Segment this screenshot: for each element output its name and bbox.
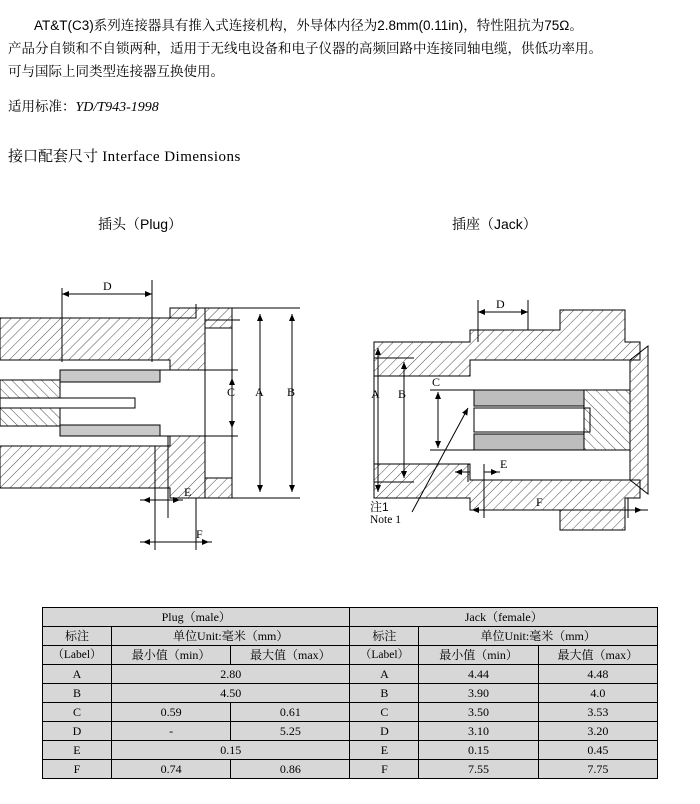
cell-jack-label: A [350, 665, 419, 684]
jack-dim-B: B [398, 387, 407, 401]
cell-jack-label: F [350, 760, 419, 779]
jack-dim-F: F [536, 495, 543, 509]
cell-plug-label: D [43, 722, 112, 741]
caption-jack: 插座（Jack） [452, 216, 537, 232]
cell-plug-label: F [43, 760, 112, 779]
cell-plug-min: 0.59 [111, 703, 230, 722]
table-row [43, 665, 658, 684]
cell-jack-label: C [350, 703, 419, 722]
jack-dim-C: C [432, 375, 441, 389]
group-header-plug: Plug（male） [43, 608, 350, 627]
cell-plug-value: 4.50 [111, 684, 350, 703]
page-title [8, 145, 241, 166]
min-header-jack: 最小值（min） [419, 646, 538, 665]
cell-jack-min: 4.44 [419, 665, 538, 684]
cell-plug-value: 2.80 [111, 665, 350, 684]
cell-plug-max: 5.25 [231, 722, 350, 741]
dimensions-table [42, 607, 658, 779]
section-title-en: Interface Dimensions [102, 149, 241, 165]
cell-plug-label: E [43, 741, 112, 760]
table-row [43, 684, 658, 703]
cell-plug-label: B [43, 684, 112, 703]
jack-dim-A: A [371, 387, 380, 401]
intro-line-1: AT&T(C3)系列连接器具有推入式连接机构，外导体内径为2.8mm(0.11in)，特性阻抗为75Ω。 [34, 18, 583, 33]
plug-dim-C: C [227, 385, 236, 399]
cell-plug-min: 0.74 [111, 760, 230, 779]
section-title-cn: 接口配套尺寸 [8, 148, 99, 165]
plug-dim-F: F [196, 527, 203, 541]
standard-label: 适用标准： [8, 99, 76, 114]
table-row [43, 741, 658, 760]
label-header-plug-cn: 标注 [43, 627, 112, 646]
cell-jack-label: E [350, 741, 419, 760]
cell-plug-max: 0.61 [231, 703, 350, 722]
cell-jack-min: 3.90 [419, 684, 538, 703]
jack-dim-E: E [500, 457, 508, 471]
max-header-jack: 最大值（max） [538, 646, 657, 665]
cell-jack-min: 0.15 [419, 741, 538, 760]
unit-header-plug: 单位Unit:毫米（mm） [111, 627, 350, 646]
cell-jack-label: D [350, 722, 419, 741]
table-row [43, 760, 658, 779]
cell-jack-max: 0.45 [538, 741, 657, 760]
cell-jack-max: 7.75 [538, 760, 657, 779]
connector-drawing [0, 250, 700, 590]
label-header-jack-en: （Label） [350, 646, 419, 665]
cell-jack-min: 3.10 [419, 722, 538, 741]
table-row [43, 703, 658, 722]
table-row-unit-header [43, 627, 658, 646]
intro-line-3: 可与国际上同类型连接器互换使用。 [8, 64, 224, 79]
label-header-plug-en: （Label） [43, 646, 112, 665]
table-row [43, 722, 658, 741]
cell-jack-max: 4.48 [538, 665, 657, 684]
plug-dim-D: D [103, 279, 112, 293]
note-label-en: Note 1 [370, 514, 401, 526]
table-row-subheader [43, 646, 658, 665]
cell-jack-max: 4.0 [538, 684, 657, 703]
cell-plug-min: - [111, 722, 230, 741]
min-header-plug: 最小值（min） [111, 646, 230, 665]
jack-dim-D: D [496, 297, 505, 311]
unit-header-jack: 单位Unit:毫米（mm） [419, 627, 658, 646]
intro-line-2: 产品分自锁和不自锁两种，适用于无线电设备和电子仪器的高频回路中连接同轴电缆，供低功率用。 [8, 41, 602, 56]
max-header-plug: 最大值（max） [231, 646, 350, 665]
standard-value: YD/T943-1998 [75, 100, 159, 115]
table-row-group-header [43, 608, 658, 627]
cell-jack-min: 7.55 [419, 760, 538, 779]
cell-jack-label: B [350, 684, 419, 703]
cell-jack-max: 3.20 [538, 722, 657, 741]
label-header-jack-cn: 标注 [350, 627, 419, 646]
cell-jack-min: 3.50 [419, 703, 538, 722]
cell-plug-value: 0.15 [111, 741, 350, 760]
plug-dim-E: E [184, 485, 192, 499]
cell-plug-label: A [43, 665, 112, 684]
cell-jack-max: 3.53 [538, 703, 657, 722]
cell-plug-label: C [43, 703, 112, 722]
plug-dim-B: B [287, 385, 296, 399]
caption-plug: 插头（Plug） [98, 216, 183, 232]
group-header-jack: Jack（female） [350, 608, 658, 627]
applicable-standard [8, 95, 159, 116]
cell-plug-max: 0.86 [231, 760, 350, 779]
note-label-cn: 注1 [370, 500, 389, 514]
intro-paragraph [8, 14, 692, 83]
plug-dim-A: A [255, 385, 264, 399]
